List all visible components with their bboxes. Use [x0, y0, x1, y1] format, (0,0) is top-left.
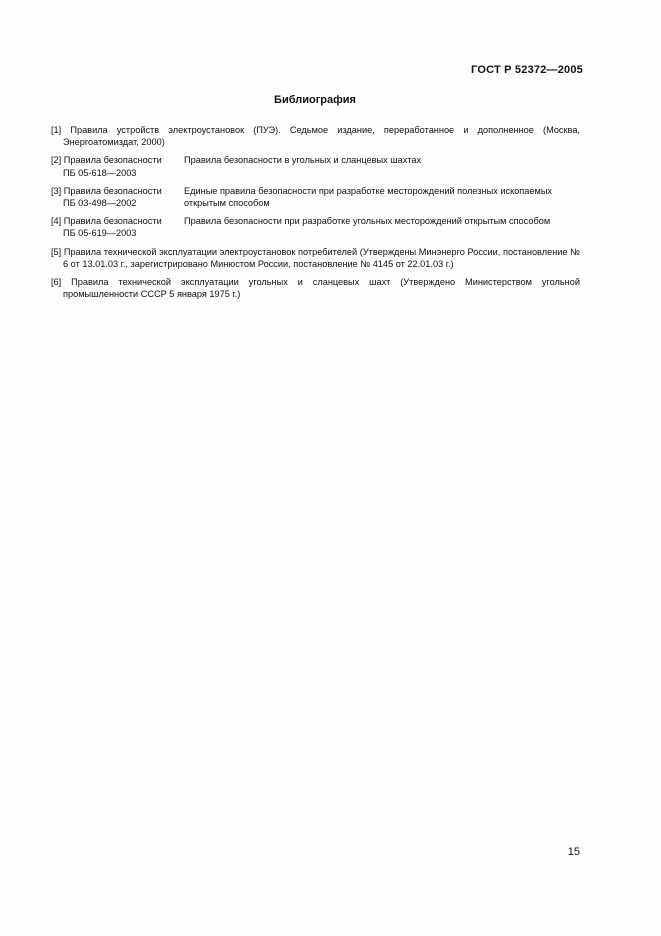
- bibliography-title: Библиография: [274, 94, 356, 106]
- reference-designation: [51, 185, 184, 209]
- reference-item-4: [51, 215, 580, 239]
- reference-text: [6] Правила технической эксплуатации угольных и сланцевых шахт (Утверждено Министерством угольной промышленности СССР 5 января 1975 г.): [51, 277, 580, 300]
- reference-description: Правила безопасности в угольных и сланцевых шахтах: [184, 155, 422, 166]
- reference-text: [5] Правила технической эксплуатации электроустановок потребителей (Утверждены Минэнерго России, постановление № 6 от 13.01.03 г., зарегистрировано Минюстом России, постановление № 4145 от 22.01.03 г.): [51, 246, 580, 269]
- reference-designation-code: ПБ 03-498—2002: [63, 198, 137, 209]
- reference-item-2: [51, 154, 580, 178]
- reference-item-5: [51, 246, 580, 270]
- reference-list: [51, 124, 580, 306]
- reference-designation-code: ПБ 05-619—2003: [63, 228, 137, 239]
- reference-designation-title: [3] Правила безопасности: [51, 185, 162, 196]
- page-number: 15: [567, 846, 580, 858]
- reference-designation-title: [2] Правила безопасности: [51, 155, 162, 166]
- document-code: ГОСТ Р 52372—2005: [471, 64, 583, 76]
- reference-designation-title: [4] Правила безопасности: [51, 216, 162, 227]
- reference-item-1: [51, 124, 580, 148]
- reference-description: Единые правила безопасности при разработке месторождений полезных ископаемых открытым способом: [184, 185, 553, 209]
- reference-designation: [51, 215, 184, 239]
- reference-text: [1] Правила устройств электроустановок (ПУЭ). Седьмое издание, переработанное и дополненное (Москва, Энергоатомиздат, 2000): [51, 125, 580, 148]
- reference-description: Правила безопасности при разработке угольных месторождений открытым способом: [184, 216, 551, 227]
- reference-item-3: [51, 185, 580, 209]
- reference-designation: [51, 154, 184, 178]
- reference-item-6: [51, 276, 580, 300]
- reference-designation-code: ПБ 05-618—2003: [63, 167, 137, 178]
